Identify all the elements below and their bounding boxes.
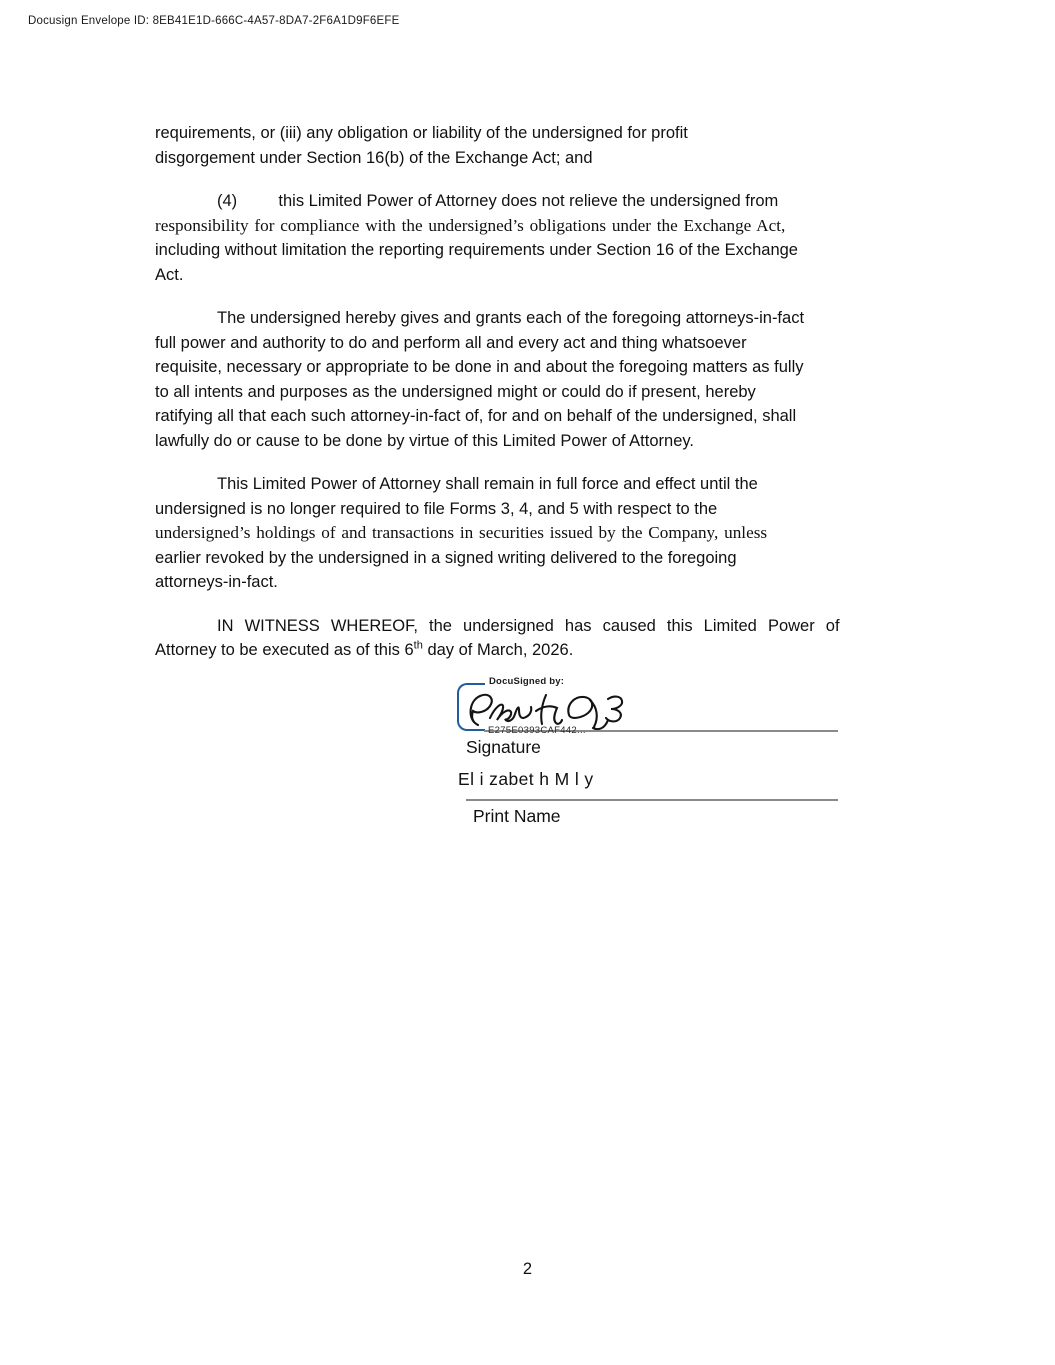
paragraph-duration [155, 472, 902, 595]
body-line: including without limitation the reporting requirements under Section 16 of the Exchange [155, 241, 798, 259]
signature-id: E275E0393CAF442... [488, 725, 586, 736]
body-line: IN WITNESS WHEREOF, the undersigned has caused this Limited Power of [217, 616, 840, 635]
printed-name: El i zabet h M l y [458, 769, 594, 789]
body-line: The undersigned hereby gives and grants each of the foregoing attorneys-in-fact [217, 309, 805, 327]
body-line: This Limited Power of Attorney shall remain in full force and effect until the [217, 475, 758, 493]
page-number: 2 [522, 1260, 533, 1278]
document-body [155, 121, 902, 682]
print-name-line [466, 799, 838, 801]
body-line: earlier revoked by the undersigned in a signed writing delivered to the foregoing [155, 548, 737, 567]
ordinal-superscript: th [413, 639, 423, 652]
body-line: full power and authority to do and perform all and every act and thing whatsoever [155, 333, 747, 352]
body-line: to all intents and purposes as the undersigned might or could do if present, hereby [155, 382, 756, 401]
paragraph-continuation [155, 121, 902, 170]
body-line: attorneys-in-fact. [155, 573, 278, 591]
body-line: responsibility for compliance with the undersigned’s obligations under the Exchange Act, [155, 215, 786, 235]
body-line: requirements, or (iii) any obligation or liability of the undersigned for profit [155, 124, 688, 142]
body-line: undersigned is no longer required to file Forms 3, 4, and 5 with respect to the [155, 499, 718, 518]
body-line [155, 638, 902, 663]
body-line: Act. [155, 265, 184, 284]
docusign-envelope-id: Docusign Envelope ID: 8EB41E1D-666C-4A57-8DA7-2F6A1D9F6EFE [28, 15, 400, 27]
signature-label: Signature [466, 737, 541, 757]
body-line: ratifying all that each such attorney-in-fact of, for and on behalf of the undersigned, shall [155, 407, 797, 425]
body-line: disgorgement under Section 16(b) of the Exchange Act; and [155, 148, 593, 167]
paragraph-witness [155, 614, 902, 663]
witness-line-post: day of March, 2026. [422, 641, 574, 659]
paragraph-grant-of-power [155, 306, 902, 453]
body-line: undersigned’s holdings of and transactions in securities issued by the Company, unless [155, 523, 768, 542]
docusigned-by-label: DocuSigned by: [489, 676, 565, 687]
body-line: requisite, necessary or appropriate to be done in and about the foregoing matters as fully [155, 358, 804, 376]
paragraph-clause-4 [155, 189, 902, 287]
body-line: (4) this Limited Power of Attorney does not relieve the undersigned from [217, 192, 779, 210]
body-line: lawfully do or cause to be done by virtue of this Limited Power of Attorney. [155, 431, 694, 450]
print-name-label: Print Name [473, 806, 561, 826]
witness-line-pre: Attorney to be executed as of this 6 [155, 641, 414, 659]
